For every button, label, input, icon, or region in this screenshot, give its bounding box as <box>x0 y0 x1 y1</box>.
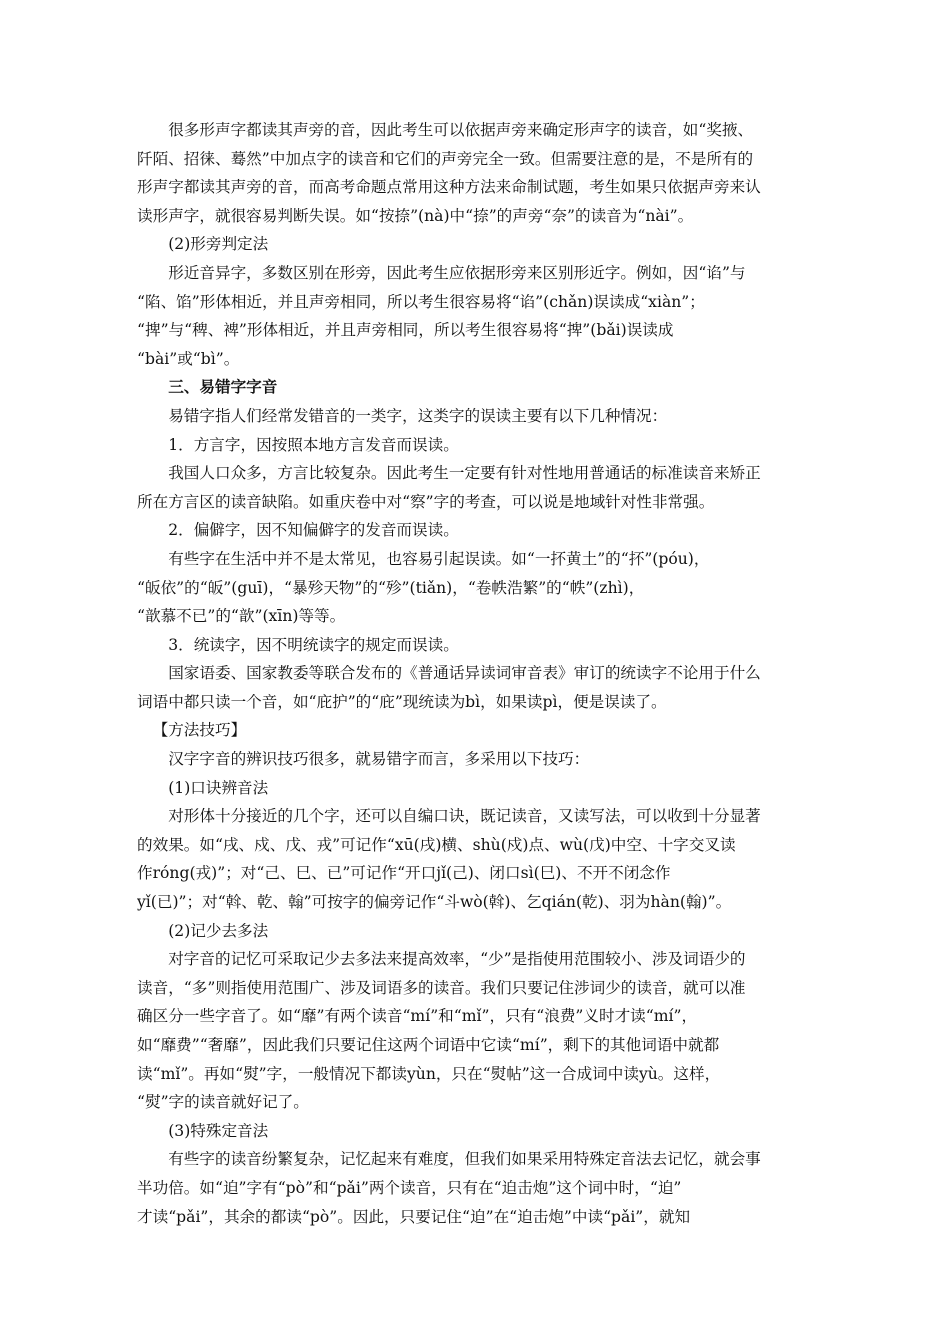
text-line: 形声字都读其声旁的音，而高考命题点常用这种方法来命制试题，考生如果只依据声旁来认 <box>137 178 761 197</box>
text-line: 【方法技巧】 <box>152 721 247 740</box>
text-line: 很多形声字都读其声旁的音，因此考生可以依据声旁来确定形声字的读音，如“奖掖、 <box>168 121 754 139</box>
text-line: 对形体十分接近的几个字，还可以自编口诀，既记读音，又读写法，可以收到十分显著 <box>168 807 761 826</box>
text-line: 阡陌、招徕、蓦然”中加点字的读音和它们的声旁完全一致。但需要注意的是，不是所有的 <box>137 149 754 168</box>
text-line: 有些字在生活中并不是太常见，也容易引起误读。如“一抔黄土”的“抔”(póu)， <box>168 549 710 568</box>
text-line: 词语中都只读一个音，如“庇护”的“庇”现统读为bì，如果读pì，便是误读了。 <box>137 692 667 711</box>
text-line: “皈依”的“皈”(guī)，“暴殄天物”的“殄”(tiǎn)，“卷帙浩繁”的“帙”(zhì)， <box>137 578 645 597</box>
text-line: 汉字字音的辨识技巧很多，就易错字而言，多采用以下技巧： <box>168 750 590 769</box>
text-line: “歆慕不已”的“歆”(xīn)等等。 <box>137 607 346 626</box>
text-line: 半功倍。如“迫”字有“pò”和“pǎi”两个读音，只有在“迫击炮”这个词中时，“迫” <box>137 1178 682 1197</box>
text-line: 读形声字，就很容易判断失误。如“按捺”(nà)中“捺”的声旁“奈”的读音为“nài”。 <box>137 206 694 225</box>
text-line: “捭”与“稗、裨”形体相近，并且声旁相同，所以考生很容易将“捭”(bǎi)误读成 <box>137 321 674 340</box>
text-line: 确区分一些字音了。如“靡”有两个读音“mí”和“mǐ”，只有“浪费”义时才读“mí”， <box>137 1007 698 1026</box>
text-line: (2)记少去多法 <box>168 921 269 940</box>
text-line: (2)形旁判定法 <box>168 235 269 254</box>
section-heading: 三、易错字字音 <box>168 377 278 397</box>
text-line: 我国人口众多，方言比较复杂。因此考生一定要有针对性地用普通话的标准读音来矫正 <box>168 464 761 483</box>
text-line: (1)口诀辨音法 <box>168 778 269 797</box>
text-line: 才读“pǎi”，其余的都读“pò”。因此，只要记住“迫”在“迫击炮”中读“pǎi”，就知 <box>137 1207 691 1226</box>
text-line: “熨”字的读音就好记了。 <box>137 1093 309 1112</box>
text-line: 如“靡费”“奢靡”，因此我们只要记住这两个词语中它读“mí”，剩下的其他词语中就都 <box>137 1036 720 1054</box>
text-line: 形近音异字，多数区别在形旁，因此考生应依据形旁来区别形近字。例如，因“谄”与 <box>168 263 746 282</box>
text-line: 2．偏僻字，因不知偏僻字的发音而误读。 <box>168 521 459 540</box>
text-line: “bài”或“bì”。 <box>137 349 240 368</box>
text-line: 易错字指人们经常发错音的一类字，这类字的误读主要有以下几种情况： <box>168 406 668 425</box>
text-line: yǐ(已)”；对“斡、乾、翰”可按字的偏旁记作“斗wò(斡)、乞qián(乾)、羽为hàn(翰)”。 <box>137 893 732 912</box>
text-line: 1．方言字，因按照本地方言发音而误读。 <box>168 435 459 454</box>
text-line: 对字音的记忆可采取记少去多法来提高效率，“少”是指使用范围较小、涉及词语少的 <box>168 950 746 969</box>
text-line: 国家语委、国家教委等联合发布的《普通话异读词审音表》审订的统读字不论用于什么 <box>168 664 761 683</box>
text-line: 读“mǐ”。再如“熨”字，一般情况下都读yùn，只在“熨帖”这一合成词中读yù。这样， <box>137 1064 721 1083</box>
text-line: 3．统读字，因不明统读字的规定而误读。 <box>168 635 459 654</box>
text-line: 作róng(戎)”；对“己、巳、已”可记作“开口jǐ(己)、闭口sì(巳)、不开不闭念作 <box>137 864 671 883</box>
text-line: 读音，“多”则指使用范围广、涉及词语多的读音。我们只要记住涉词少的读音，就可以准 <box>137 978 746 997</box>
text-line: 的效果。如“戌、戍、戊、戎”可记作“xū(戌)横、shù(戍)点、wù(戊)中空、十字交叉读 <box>137 835 736 854</box>
document-body <box>137 116 813 1231</box>
text-line: 有些字的读音纷繁复杂，记忆起来有难度，但我们如果采用特殊定音法去记忆，就会事 <box>168 1150 761 1169</box>
text-line: (3)特殊定音法 <box>168 1121 269 1140</box>
text-line: “陷、馅”形体相近，并且声旁相同，所以考生很容易将“谄”(chǎn)误读成“xiàn”； <box>137 292 705 311</box>
text-line: 所在方言区的读音缺陷。如重庆卷中对“察”字的考查，可以说是地域针对性非常强。 <box>137 492 715 511</box>
